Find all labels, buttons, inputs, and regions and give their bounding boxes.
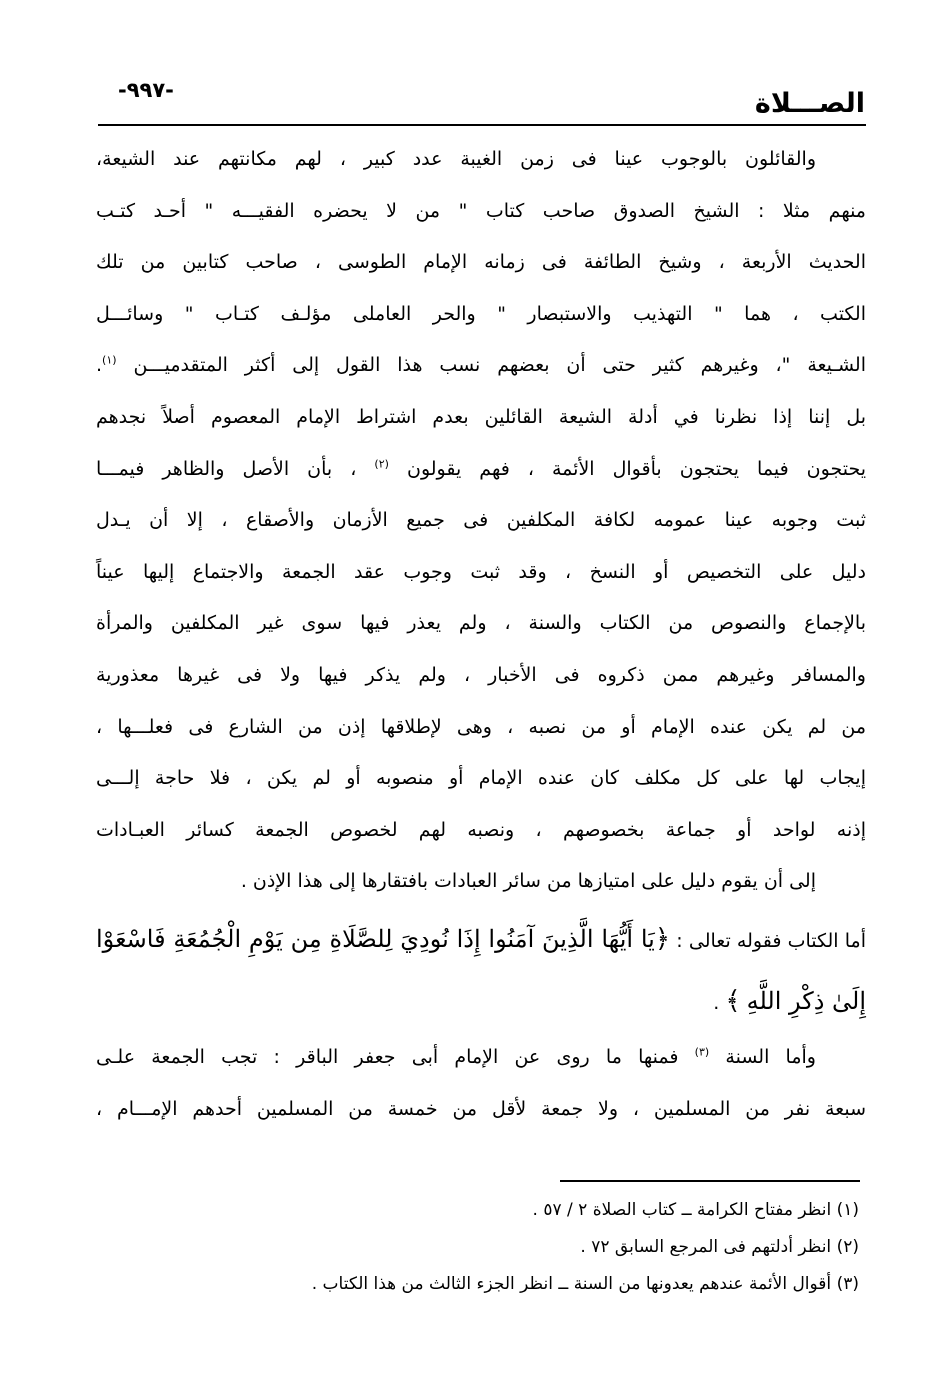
quran-verse-part2: إِلَىٰ ذِكْرِ اللَّهِ	[746, 986, 866, 1015]
footnote-ref-2: (٢)	[374, 457, 389, 471]
text-line: بل إننا إذا نظرنا في أدلة الشيعة القائلين بعدم اشتراط الإمام المعصوم أصلاً نجدهم	[96, 405, 866, 428]
footnote-text: انظر أدلتهم فى المرجع السابق ٧٢ .	[580, 1237, 832, 1257]
running-head: الصـــلاة	[754, 88, 865, 119]
text-line	[96, 444, 866, 496]
footnote	[259, 1192, 859, 1229]
text-line: إلى أن يقوم دليل على امتيازها من سائر العبادات بافتقارها إلى هذا الإذن .	[240, 870, 816, 893]
text-line: دليل على التخصيص أو النسخ ، وقد ثبت وجوب عقد الجمعة والاجتماع إليها عيناً	[96, 560, 866, 583]
text-fragment: الشـيعة "، وغيرهم كثير حتى أن بعضهم نسب هذا القول إلى أكثر المتقدميـــن	[133, 354, 866, 377]
page-number: -٩٩٧-	[118, 78, 174, 102]
text-line	[96, 1032, 866, 1084]
footnote-rule	[560, 1180, 860, 1182]
text-line: إيجاب لها على كل مكلف كان عنده الإمام أو منصوبه أو لم يكن ، فلا حاجة إلـــى	[96, 767, 866, 790]
footnotes	[259, 1192, 859, 1303]
text-line: سبعة نفر من المسلمين ، ولا جمعة لأقل من خمسة من المسلمين أحدهم الإمـــام ،	[96, 1097, 866, 1120]
verse-line	[96, 908, 866, 970]
text-line: منهم مثلا : الشيخ الصدوق صاحب كتاب " من لا يحضره الفقيـــه " أحـد كتـب	[96, 199, 866, 222]
text-line: من لم يكن عنده الإمام أو من نصبه ، وهى لإطلاقها إذن من الشارع فى فعلـــها ،	[96, 715, 866, 738]
body-text	[96, 134, 866, 1135]
text-line: الكتب ، هما " التهذيب والاستبصار " والحر العاملى مؤلـف كتـاب " وسائـــل	[96, 302, 866, 325]
footnote	[259, 1266, 859, 1303]
text-fragment: فمنها ما روى عن الإمام أبى جعفر الباقر : تجب الجمعة علـى	[96, 1045, 679, 1068]
text-line: إذنه لواحد أو جماعة بخصوصهم ، ونصبه لهم لخصوص الجمعة كسائر العبـادات	[96, 818, 866, 841]
text-line: والمسافر وغيرهم ممن ذكروه فى الأخبار ، ولم يذكر فيها ولا فى غيرها معذورية	[96, 663, 866, 686]
text-fragment: يحتجون فيما يحتجون بأقوال الأئمة ، فهم يقولون	[406, 457, 867, 480]
text-line: والقائلون بالوجوب عينا فى زمن الغيبة عدد كبير ، لهم مكانتهم عند الشيعة،	[96, 148, 816, 170]
verse-close-bracket: ﴾	[725, 985, 741, 1016]
footnote-number: (١)	[836, 1200, 859, 1220]
verse-intro: أما الكتاب فقوله تعالى :	[676, 929, 867, 952]
verse-open-bracket: ﴿	[654, 923, 671, 954]
footnote-text: انظر مفتاح الكرامة ــ كتاب الصلاة ٢ / ٥٧ .	[532, 1200, 832, 1220]
footnote-ref-3: (٣)	[694, 1045, 710, 1059]
footnote	[259, 1229, 859, 1266]
footnote-number: (٣)	[836, 1274, 859, 1294]
header-rule	[98, 124, 866, 126]
text-line: الشـيعة "، وغيرهم كثير حتى أن بعضهم نسب هذا القول إلى أكثر المتقدميـــن $^{(١)}$.	[96, 354, 866, 377]
quran-verse-part1: يَا أَيُّهَا الَّذِينَ آمَنُوا إِذَا نُودِيَ لِلصَّلَاةِ مِن يَوْمِ الْجُمُعَةِ فَاسْعَوْا	[96, 924, 655, 953]
footnote-ref-1: (١)	[102, 354, 117, 368]
text-fragment: ، بأن الأصل والظاهر فيمـــا	[96, 457, 357, 480]
verse-end: .	[713, 991, 720, 1014]
footnote-text: أقوال الأئمة عندهم يعدونها من السنة ــ انظر الجزء الثالث من هذا الكتاب .	[311, 1274, 832, 1294]
verse-line	[96, 970, 866, 1032]
text-fragment: وأما السنة	[725, 1045, 816, 1068]
text-line: الحديث الأربعة ، وشيخ الطائفة فى زمانه الإمام الطوسى ، صاحب كتابين من تلك	[96, 251, 866, 274]
footnote-number: (٢)	[836, 1237, 859, 1257]
text-line: ثبت وجوبه عينا عمومه لكافة المكلفين فى جميع الأزمان والأصقاع ، إلا أن يـدل	[96, 509, 866, 532]
text-line: بالإجماع والنصوص من الكتاب والسنة ، ولم يعذر فيها سوى غير المكلفين والمرأة	[96, 612, 866, 635]
